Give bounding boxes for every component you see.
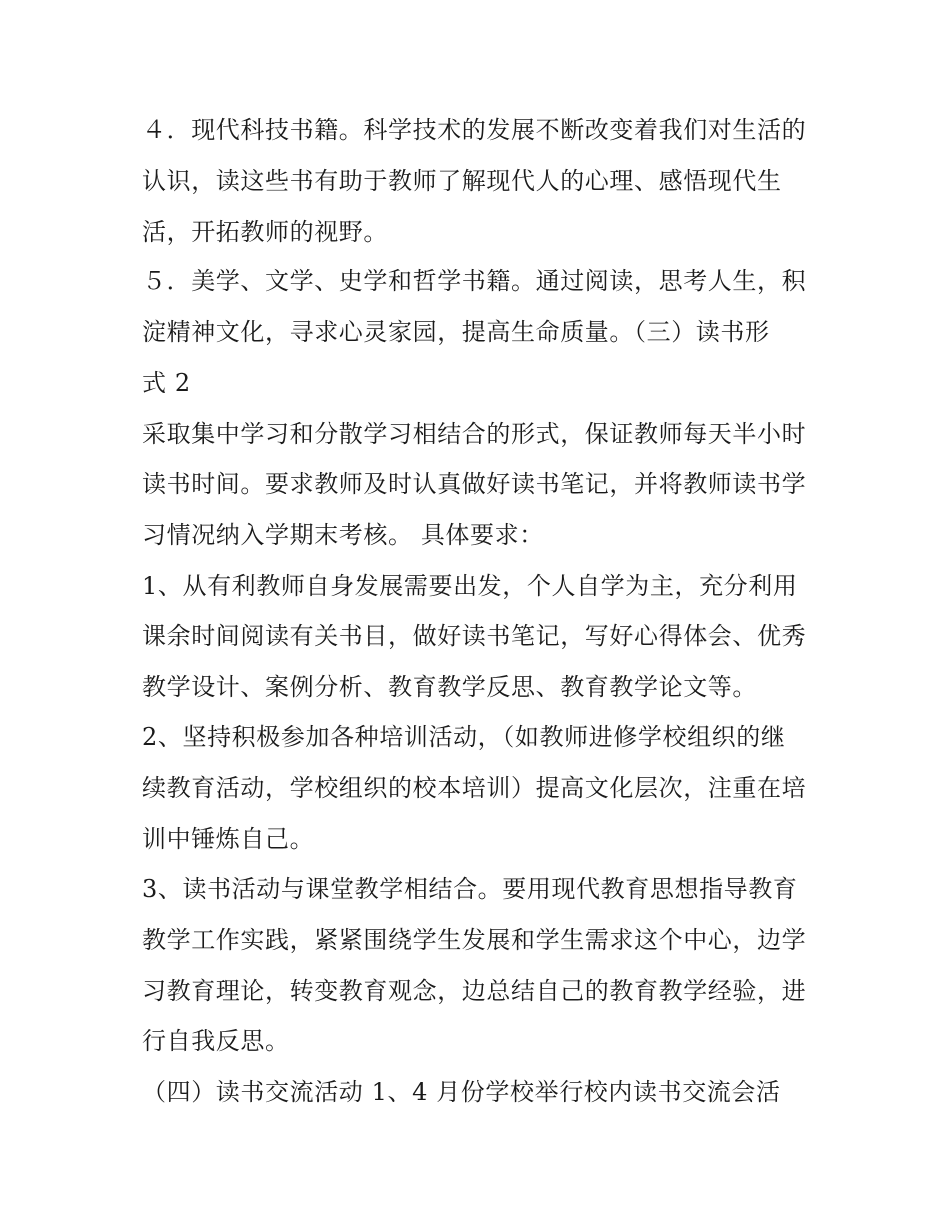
text-line: 式 2 <box>142 369 191 397</box>
text-line: 淀精神文化，寻求心灵家园，提高生命质量。（三）读书形 <box>142 318 770 346</box>
text-line: 认识，读这些书有助于教师了解现代人的心理、感悟现代生 <box>142 167 782 195</box>
text-line: 采取集中学习和分散学习相结合的形式，保证教师每天半小时 <box>142 420 807 448</box>
text-line: 课余时间阅读有关书目，做好读书笔记，写好心得体会、优秀 <box>142 622 807 650</box>
text-line: 续教育活动，学校组织的校本培训）提高文化层次，注重在培 <box>142 774 807 802</box>
text-line: 习教育理论，转变教育观念，边总结自己的教育教学经验，进 <box>142 977 807 1005</box>
text-line: 活，开拓教师的视野。 <box>142 218 388 246</box>
text-line: ５．美学、文学、史学和哲学书籍。通过阅读，思考人生，积 <box>142 267 807 295</box>
text-line: 习情况纳入学期末考核。 具体要求： <box>142 521 544 549</box>
text-line: 行自我反思。 <box>142 1027 290 1055</box>
text-line: （四）读书交流活动 1、4 月份学校举行校内读书交流会活 <box>142 1078 781 1106</box>
text-line: 3、读书活动与课堂教学相结合。要用现代教育思想指导教育 <box>142 875 798 903</box>
text-line: 训中锤炼自己。 <box>142 825 315 853</box>
text-line: ４．现代科技书籍。科学技术的发展不断改变着我们对生活的 <box>142 116 807 144</box>
text-line: 读书时间。要求教师及时认真做好读书笔记，并将教师读书学 <box>142 470 807 498</box>
text-line: 2、坚持积极参加各种培训活动，（如教师进修学校组织的继 <box>142 723 786 751</box>
text-line: 1、从有利教师自身发展需要出发，个人自学为主，充分利用 <box>142 572 798 600</box>
text-line: 教学工作实践，紧紧围绕学生发展和学生需求这个中心，边学 <box>142 926 807 954</box>
text-line: 教学设计、案例分析、教育教学反思、教育教学论文等。 <box>142 673 757 701</box>
